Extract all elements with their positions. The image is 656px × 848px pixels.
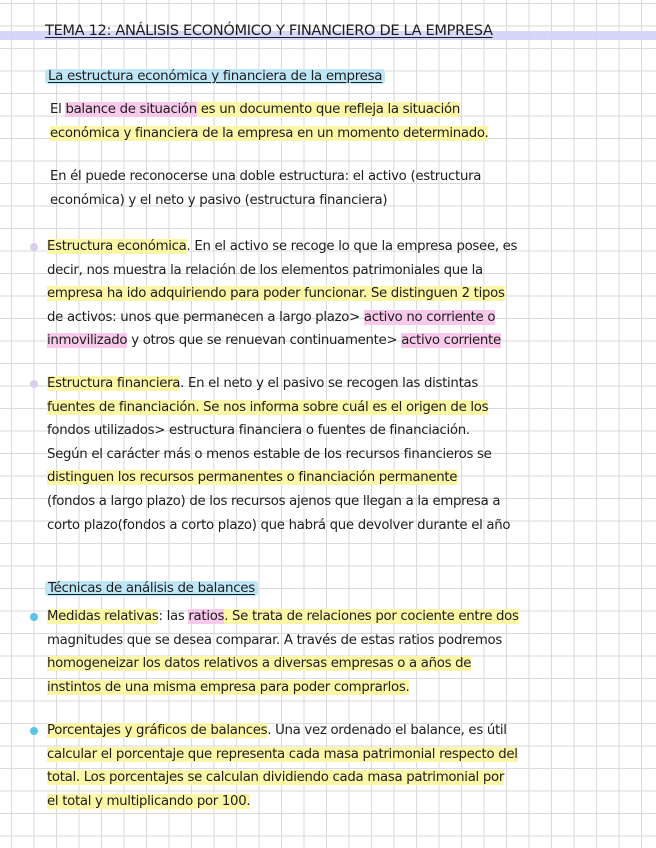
text-line: decir, nos muestra la relación de los elementos patrimoniales que la: [47, 262, 483, 278]
text-line: Estructura financiera. En el neto y el pasivo se recogen las distintas: [47, 376, 478, 391]
paragraph-double-structure: [50, 165, 481, 212]
text-line: Según el carácter más o menos estable de los recursos financieros se: [47, 446, 492, 462]
text-line: total. Los porcentajes se calculan dividiendo cada masa patrimonial por: [47, 770, 505, 786]
text-line: magnitudes que se desea comparar. A través de estas ratios podremos: [47, 632, 503, 648]
text-line: de activos: unos que permanecen a largo plazo> activo no corriente o: [47, 309, 496, 325]
text-line: económica) y el neto y pasivo (estructura financiera): [50, 192, 388, 208]
page-title: TEMA 12: ANÁLISIS ECONÓMICO Y FINANCIERO DE LA EMPRESA: [45, 22, 493, 39]
text-line: Medidas relativas: las ratios. Se trata de relaciones por cociente entre dos: [47, 609, 519, 624]
bullet-term: Medidas relativas: [47, 609, 159, 624]
text-line: Porcentajes y gráficos de balances. Una vez ordenado el balance, es útil: [47, 723, 507, 738]
bullet-dot: [30, 727, 38, 735]
bullet-term: Estructura financiera: [47, 376, 181, 391]
highlight-term: activo no corriente o: [363, 309, 496, 325]
text-line: fuentes de financiación. Se nos informa sobre cuál es el origen de los: [47, 399, 489, 415]
section1-heading-text: La estructura económica y financiera de la empresa: [45, 69, 385, 84]
bullet-dot: [30, 380, 38, 388]
section2-heading: [45, 581, 258, 596]
paragraph-balance: [50, 98, 488, 145]
bullet-relative-measures: [47, 605, 519, 699]
bullet-economic-structure: [47, 235, 517, 353]
bullet-term: Porcentajes y gráficos de balances: [47, 723, 268, 738]
text-line: distinguen los recursos permanentes o financiación permanente: [47, 470, 458, 486]
section2-heading-text: Técnicas de análisis de balances: [45, 581, 258, 596]
text-line: fondos utilizados> estructura financiera o fuentes de financiación.: [47, 423, 470, 439]
text-line: El balance de situación es un documento que refleja la situación: [50, 102, 460, 117]
text-line: Estructura económica. En el activo se recoge lo que la empresa posee, es: [47, 239, 518, 254]
highlight-term: ratios: [188, 609, 225, 624]
text-line: En él puede reconocerse una doble estructura: el activo (estructura: [50, 169, 482, 184]
text-line: homogeneizar los datos relativos a diversas empresas o a años de: [47, 656, 472, 672]
highlight-term: activo corriente: [401, 333, 501, 349]
highlight-term: inmovilizado: [47, 333, 128, 349]
text-line: (fondos a largo plazo) de los recursos ajenos que llegan a la empresa a: [47, 493, 501, 509]
text-line: el total y multiplicando por 100.: [47, 793, 251, 809]
text-line: inmovilizado y otros que se renuevan continuamente> activo corriente: [47, 333, 501, 349]
text-line: económica y financiera de la empresa en un momento determinado.: [50, 125, 489, 141]
bullet-percentages: [47, 719, 518, 813]
text-line: calcular el porcentaje que representa cada masa patrimonial respecto del: [47, 746, 518, 762]
bullet-financial-structure: [47, 372, 510, 537]
highlight-term: balance de situación: [65, 102, 197, 117]
bullet-dot: [30, 613, 38, 621]
bullet-term: Estructura económica: [47, 239, 187, 254]
bullet-dot: [30, 243, 38, 251]
text-line: corto plazo(fondos a corto plazo) que habrá que devolver durante el año: [47, 517, 511, 533]
section1-heading: [45, 69, 385, 84]
text-line: empresa ha ido adquiriendo para poder funcionar. Se distinguen 2 tipos: [47, 286, 505, 302]
text-line: instintos de una misma empresa para poder comprarlos.: [47, 679, 410, 695]
